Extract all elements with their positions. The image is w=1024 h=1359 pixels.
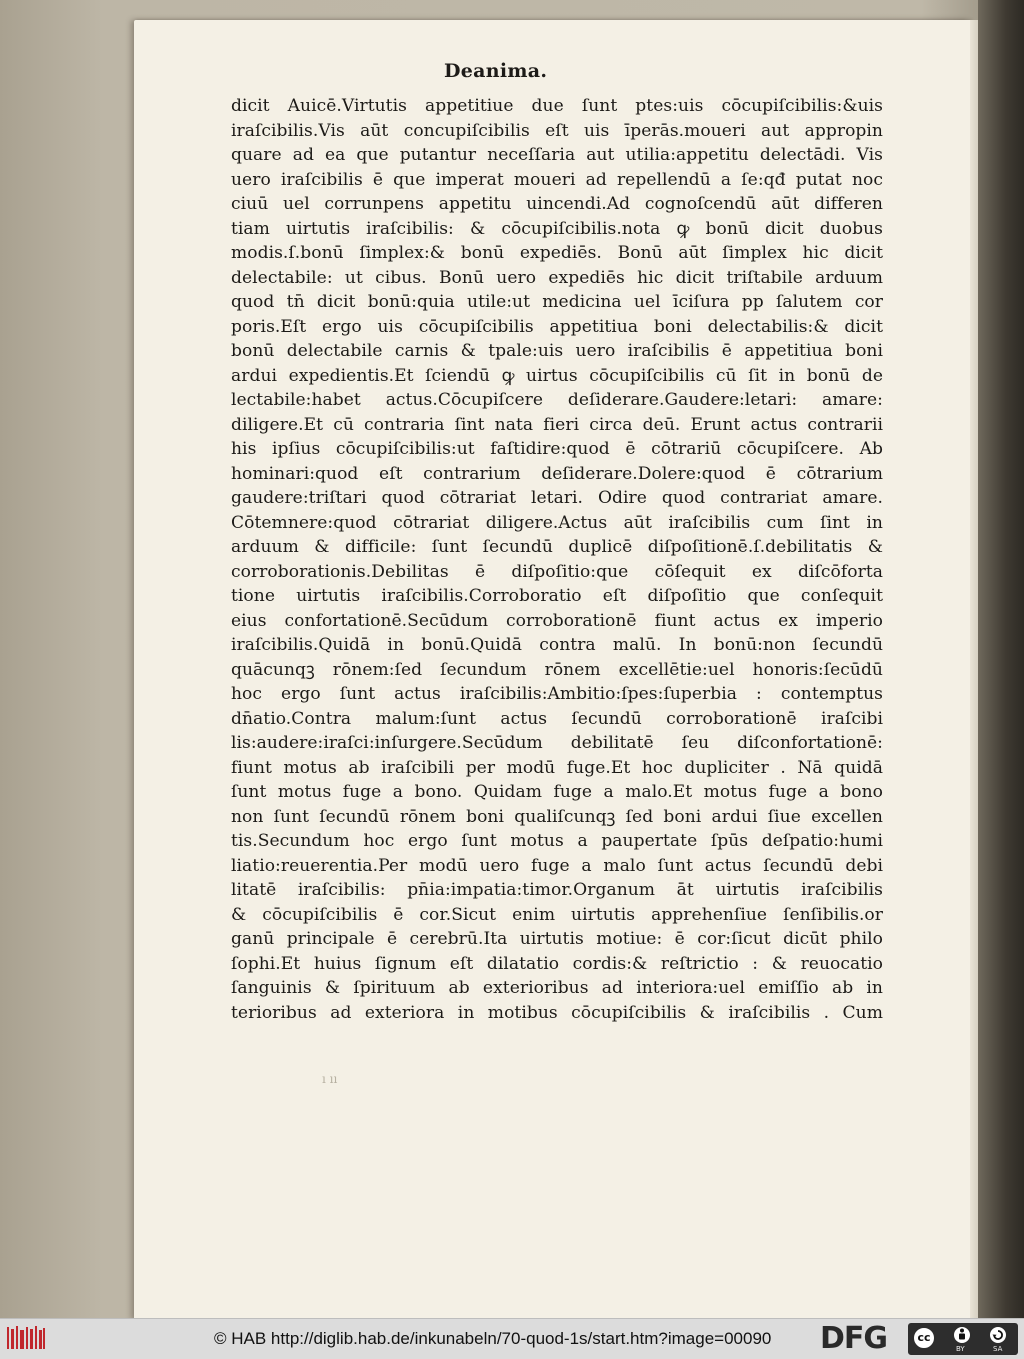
text-line: ſophi.Et huius ſignum eſt dilatatio cordis:& reſtrictio : & reuocatio (231, 953, 883, 974)
text-line: tione uirtutis iraſcibilis.Corroboratio eſt diſpoſitio que conſequit (231, 586, 883, 606)
sa-label: SA (993, 1345, 1003, 1353)
text-line: litatē iraſcibilis: pn̄ia:impatia:timor.Organum āt uirtutis iraſcibilis (231, 880, 883, 900)
signature-mark: ı ıı (322, 1072, 338, 1086)
text-line: lectabile:habet actus.Cōcupiſcere deſiderare.Gaudere:letari: amare: (231, 390, 883, 410)
text-line: iraſcibilis.Vis aūt concupiſcibilis eſt uis īperās.moueri aut appropin (231, 120, 883, 141)
barcode-icon (6, 1323, 46, 1353)
text-line: dn̄atio.Contra malum:ſunt actus ſecundū corroborationē iraſcibi (231, 708, 883, 729)
text-line: iraſcibilis.Quidā in bonū.Quidā contra malū. In bonū:non ſecundū (231, 635, 883, 655)
text-line: modis.ſ.bonū ſimplex:& bonū expediēs. Bonū aūt ſimplex hic dicit (231, 243, 883, 263)
text-line: quācunqꝫ rōnem:ſed ſecundum rōnem excellētie:uel honoris:ſecūdū (231, 659, 883, 680)
cc-license-badge[interactable] (908, 1323, 1018, 1355)
dfg-logo: DFG (820, 1321, 888, 1356)
text-line: corroborationis.Debilitas ē diſpoſitio:que cōſequit ex diſcōforta (231, 561, 883, 582)
text-line: ſunt motus fuge a bono. Quidam fuge a malo.Et motus fuge a bono (231, 782, 883, 802)
text-line: hominari:quod eſt contrarium deſiderare.Dolere:quod ē cōtrarium (231, 463, 883, 484)
binding-edge (978, 0, 1024, 1318)
text-line: terioribus ad exteriora in motibus cōcupiſcibilis & iraſcibilis . Cum (231, 1002, 883, 1023)
creative-commons-icon: cc (912, 1326, 936, 1350)
text-line: & cōcupiſcibilis ē cor.Sicut enim uirtutis apprehenſiue ſenſibilis.or (231, 904, 883, 925)
text-line: diligere.Et cū contraria ſint nata fieri circa deū. Erunt actus contrarii (231, 414, 883, 435)
page-edge (970, 20, 978, 1318)
attribution-icon (952, 1325, 972, 1345)
text-line: his ipſius cōcupiſcibilis:ut faſtidire:quod ē cōtrariū cōcupiſcere. Ab (231, 439, 883, 459)
text-line: uero iraſcibilis ē que imperat moueri ad repellendū a ſe:qđ putat noc (231, 169, 883, 190)
text-line: ganū principale ē cerebrū.Ita uirtutis motiue: ē cor:ſicut dicūt philo (231, 929, 883, 949)
text-line: lis:audere:iraſci:inſurgere.Secūdum debilitatē ſeu diſconfortationē: (231, 733, 883, 753)
text-line: delectabile: ut cibus. Bonū uero expediēs hic dicit triſtabile arduum (231, 267, 883, 288)
text-line: hoc ergo ſunt actus iraſcibilis:Ambitio:ſpes:ſuperbia : contemptus (231, 684, 883, 704)
text-line: arduum & difficile: ſunt ſecundū duplicē diſpoſitionē.ſ.debilitatis & (231, 537, 883, 557)
share-alike-icon (988, 1325, 1008, 1345)
text-line: dicit Auicē.Virtutis appetitiue due ſunt ptes:uis cōcupiſcibilis:&uis (231, 96, 883, 116)
text-line: quare ad ea que putantur neceſſaria aut utilia:appetitu delectādi. Vis (231, 145, 883, 165)
text-line: liatio:reuerentia.Per modū uero fuge a malo ſunt actus ſecundū debi (231, 855, 883, 876)
text-line: Cōtemnere:quod cōtrariat diligere.Actus aūt iraſcibilis cum ſint in (231, 512, 883, 533)
copyright-link[interactable]: © HAB http://diglib.hab.de/inkunabeln/70-quod-1s/start.htm?image=00090 (214, 1329, 772, 1348)
by-label: BY (956, 1345, 965, 1353)
text-line: bonū delectabile carnis & tpale:uis uero iraſcibilis ē appetitiua boni (231, 341, 883, 361)
text-line: ſanguinis & ſpirituum ab exterioribus ad interiora:uel emiſſio ab in (231, 978, 883, 998)
text-line: fiunt motus ab iraſcibili per modū fuge.Et hoc dupliciter . Nā quidā (231, 757, 883, 778)
text-block (231, 94, 883, 1025)
text-line: non ſunt ſecundū rōnem boni qualiſcunqꝫ ſed boni ardui ſiue excellen (231, 806, 883, 827)
text-line: gaudere:triſtari quod cōtrariat letari. Odire quod contrariat amare. (231, 488, 883, 508)
text-line: poris.Eſt ergo uis cōcupiſcibilis appetitiua boni delectabilis:& dicit (231, 316, 883, 337)
text-line: ardui expedientis.Et ſciendū ꝙ uirtus cōcupiſcibilis cū ſit in bonū de (231, 365, 883, 386)
text-line: tis.Secundum hoc ergo ſunt motus a paupertate ſpūs deſpatio:humi (231, 831, 883, 851)
running-head: Deanima. (444, 60, 548, 82)
text-line: quod tn̄ dicit bonū:quia utile:ut medicina uel īciſura pp ſalutem cor (231, 292, 883, 312)
text-line: eius confortationē.Secūdum corroborationē fiunt actus ex imperio (231, 610, 883, 631)
text-line: ciuū uel corrunpens appetitu uincendi.Ad cognoſcendū aūt differen (231, 194, 883, 214)
text-line: tiam uirtutis iraſcibilis: & cōcupiſcibilis.nota ꝙ bonū dicit duobus (231, 218, 883, 239)
footer-bar (0, 1318, 1024, 1359)
